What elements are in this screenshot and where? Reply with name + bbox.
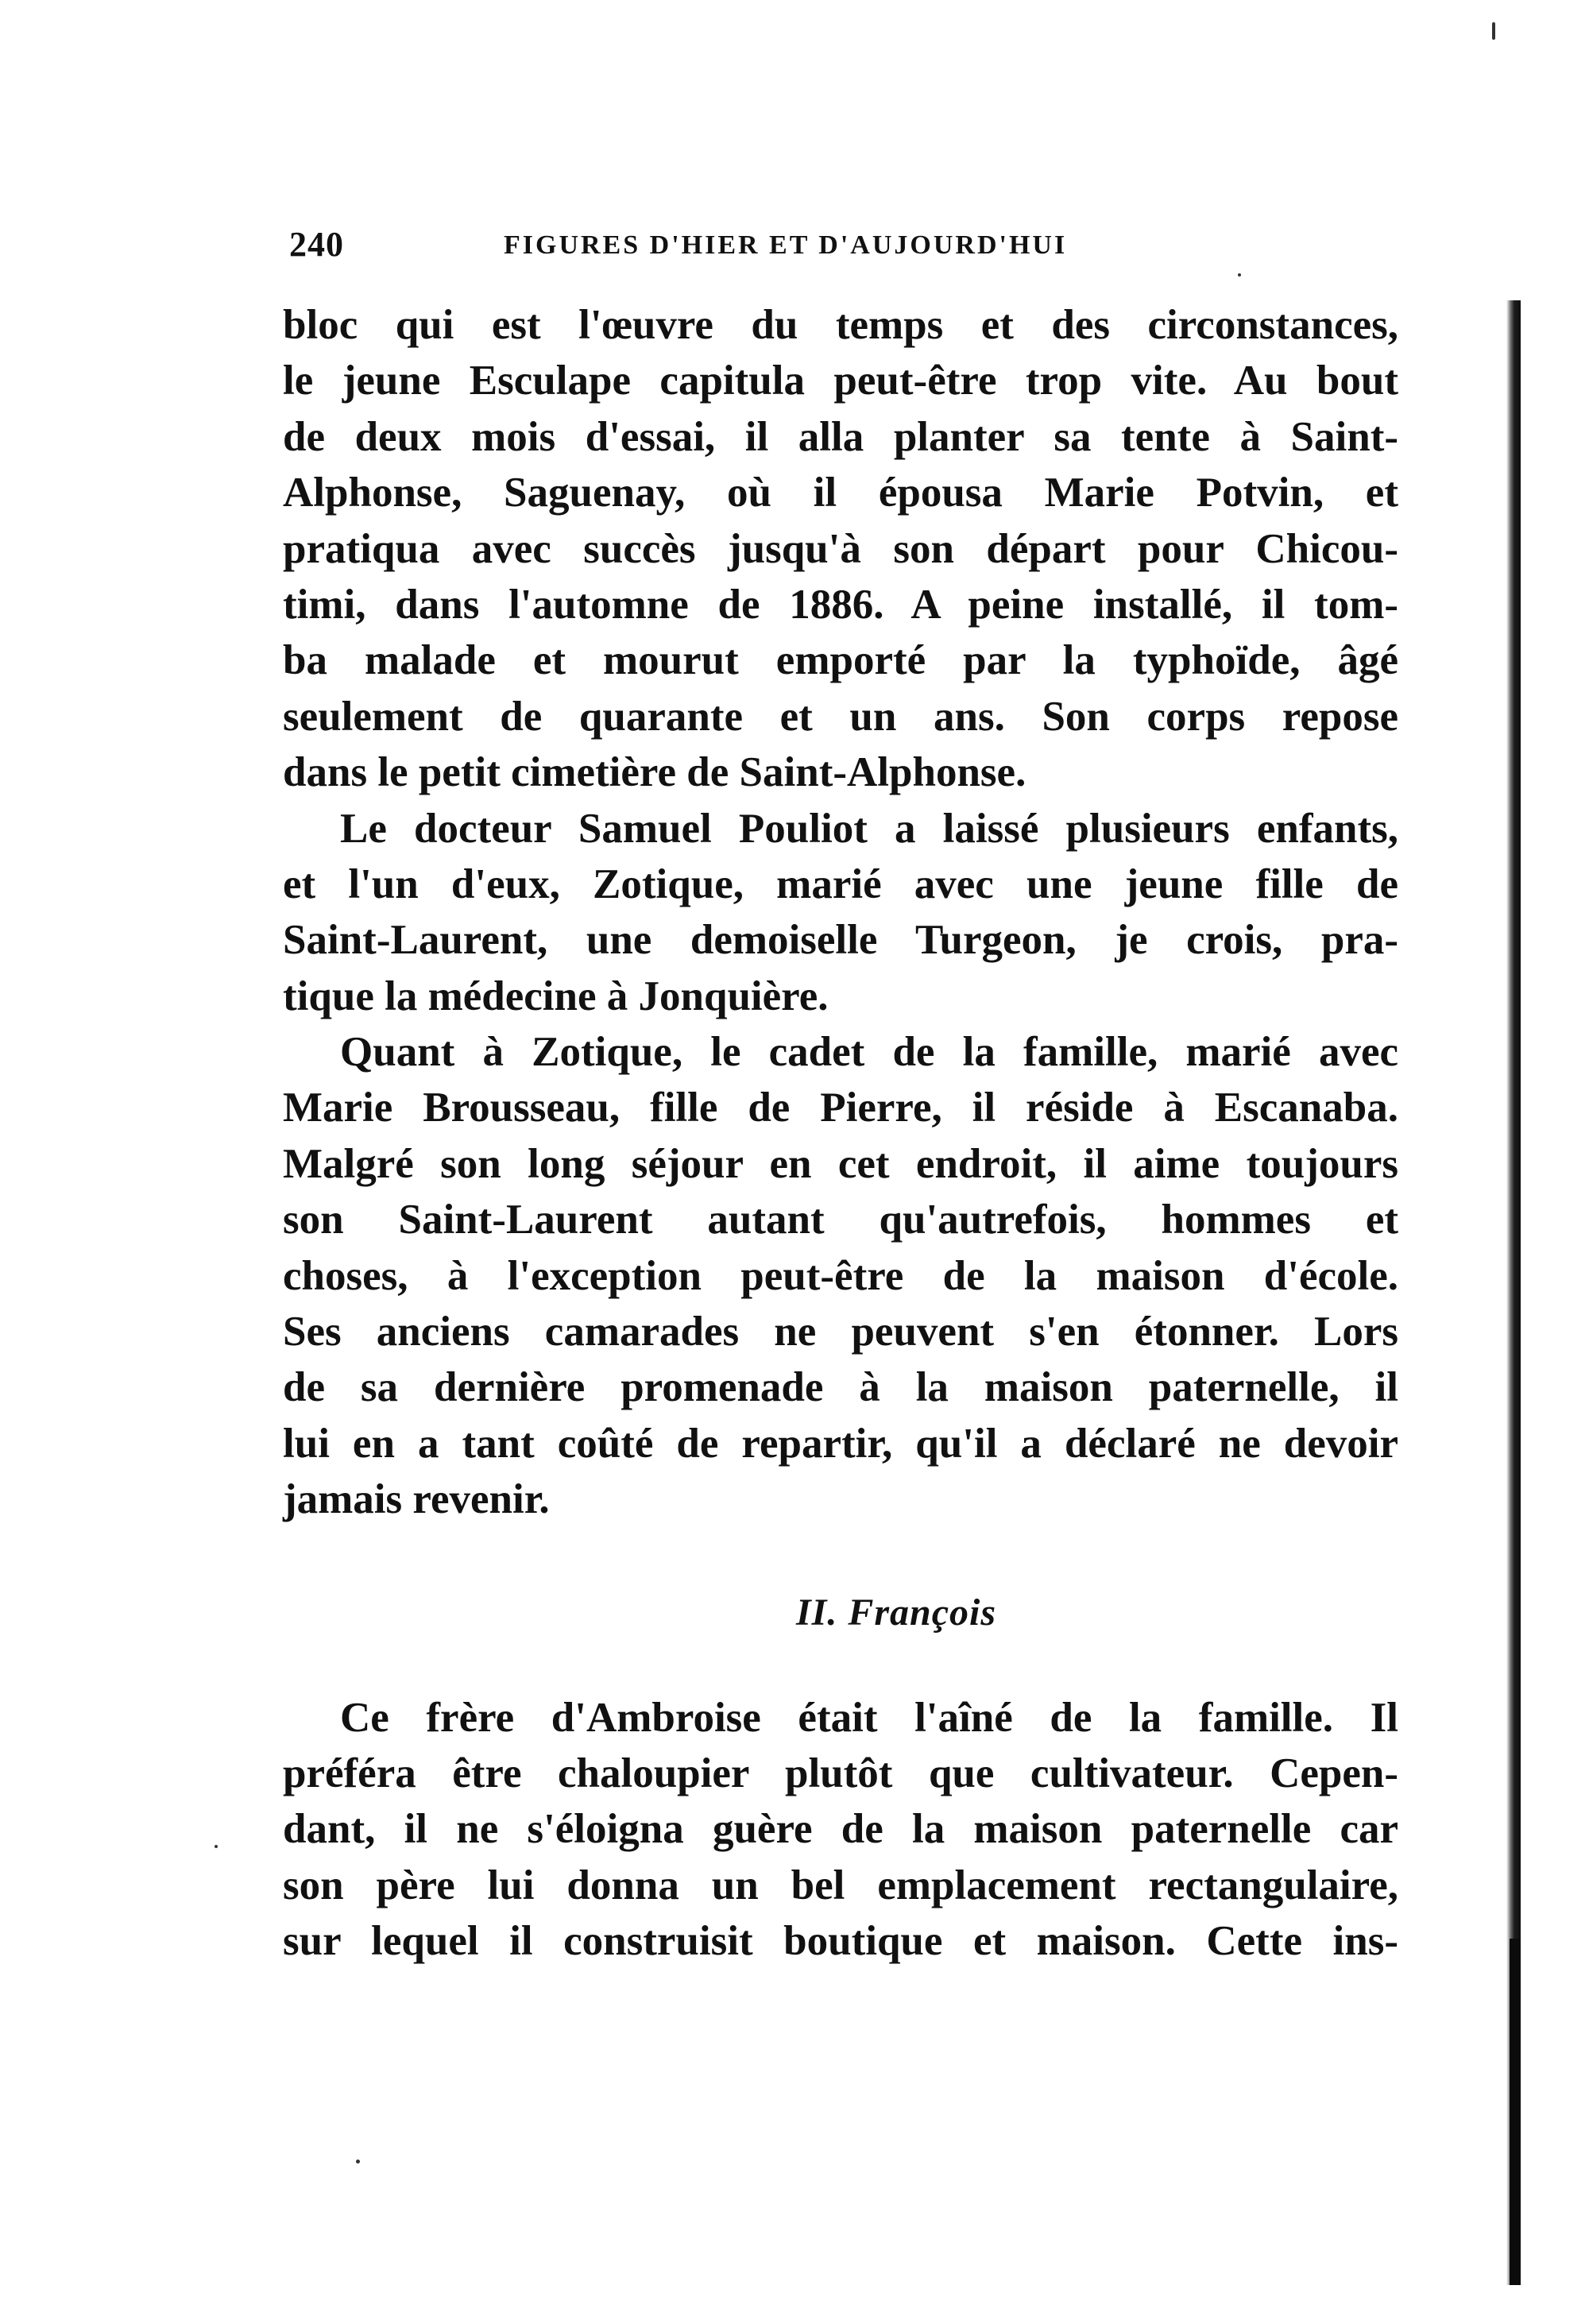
text-line: jamais revenir. [283, 1476, 550, 1523]
text-line: Ses anciens camarades ne peuvent s'en étonner. Lors [283, 1309, 1398, 1355]
text-line: Quant à Zotique, le cadet de la famille, marié avec [340, 1029, 1398, 1076]
text-line: tique la médecine à Jonquière. [283, 973, 829, 1019]
scan-speck [356, 2160, 360, 2164]
text-line: pratiqua avec succès jusqu'à son départ pour Chicou- [283, 525, 1398, 572]
text-line: sur lequel il construisit boutique et maison. Cette ins- [283, 1918, 1398, 1965]
text-line: dans le petit cimetière de Saint-Alphonse. [283, 749, 1026, 796]
paragraph-3 [283, 1024, 1398, 1528]
scan-speck [1238, 273, 1241, 276]
text-line: préféra être chaloupier plutôt que cultivateur. Cepen- [283, 1750, 1398, 1796]
text-line: et l'un d'eux, Zotique, marié avec une jeune fille de [283, 860, 1398, 907]
page-number: 240 [289, 225, 344, 264]
scan-speck [1492, 22, 1495, 40]
text-line: son Saint-Laurent autant qu'autrefois, hommes et [283, 1197, 1398, 1243]
running-title: FIGURES D'HIER ET D'AUJOURD'HUI [504, 230, 1068, 260]
text-line: Le docteur Samuel Pouliot a laissé plusieurs enfants, [340, 805, 1398, 852]
text-line: Marie Brousseau, fille de Pierre, il réside à Escanaba. [283, 1085, 1398, 1131]
text-line: seulement de quarante et un ans. Son corps repose [283, 693, 1398, 740]
section-heading: II. François [795, 1591, 997, 1634]
page-binding-shadow [1510, 1939, 1521, 2285]
body-text [283, 297, 1398, 1970]
paragraph-4 [283, 1690, 1398, 1970]
paragraph-1 [283, 297, 1398, 801]
text-line: son père lui donna un bel emplacement rectangulaire, [283, 1862, 1398, 1908]
text-line: lui en a tant coûté de repartir, qu'il a déclaré ne devoir [283, 1420, 1398, 1467]
text-line: Ce frère d'Ambroise était l'aîné de la famille. Il [340, 1694, 1398, 1741]
text-line: Malgré son long séjour en cet endroit, il aime toujours [283, 1140, 1398, 1187]
text-line: Saint-Laurent, une demoiselle Turgeon, je crois, pra- [283, 917, 1398, 964]
text-line: dant, il ne s'éloigna guère de la maison paternelle car [283, 1806, 1398, 1853]
text-line: le jeune Esculape capitula peut-être trop vite. Au bout [283, 358, 1398, 404]
scan-speck [215, 1845, 218, 1848]
text-line: bloc qui est l'œuvre du temps et des circonstances, [283, 302, 1398, 348]
page-header [289, 224, 1394, 272]
paragraph-2 [283, 801, 1398, 1025]
text-line: de deux mois d'essai, il alla planter sa tente à Saint- [283, 413, 1398, 460]
text-line: de sa dernière promenade à la maison paternelle, il [283, 1364, 1398, 1411]
text-line: timi, dans l'automne de 1886. A peine installé, il tom- [283, 581, 1398, 628]
text-line: ba malade et mourut emporté par la typhoïde, âgé [283, 637, 1398, 684]
text-line: choses, à l'exception peut-être de la maison d'école. [283, 1252, 1398, 1299]
text-line: Alphonse, Saguenay, où il épousa Marie Potvin, et [283, 470, 1398, 516]
